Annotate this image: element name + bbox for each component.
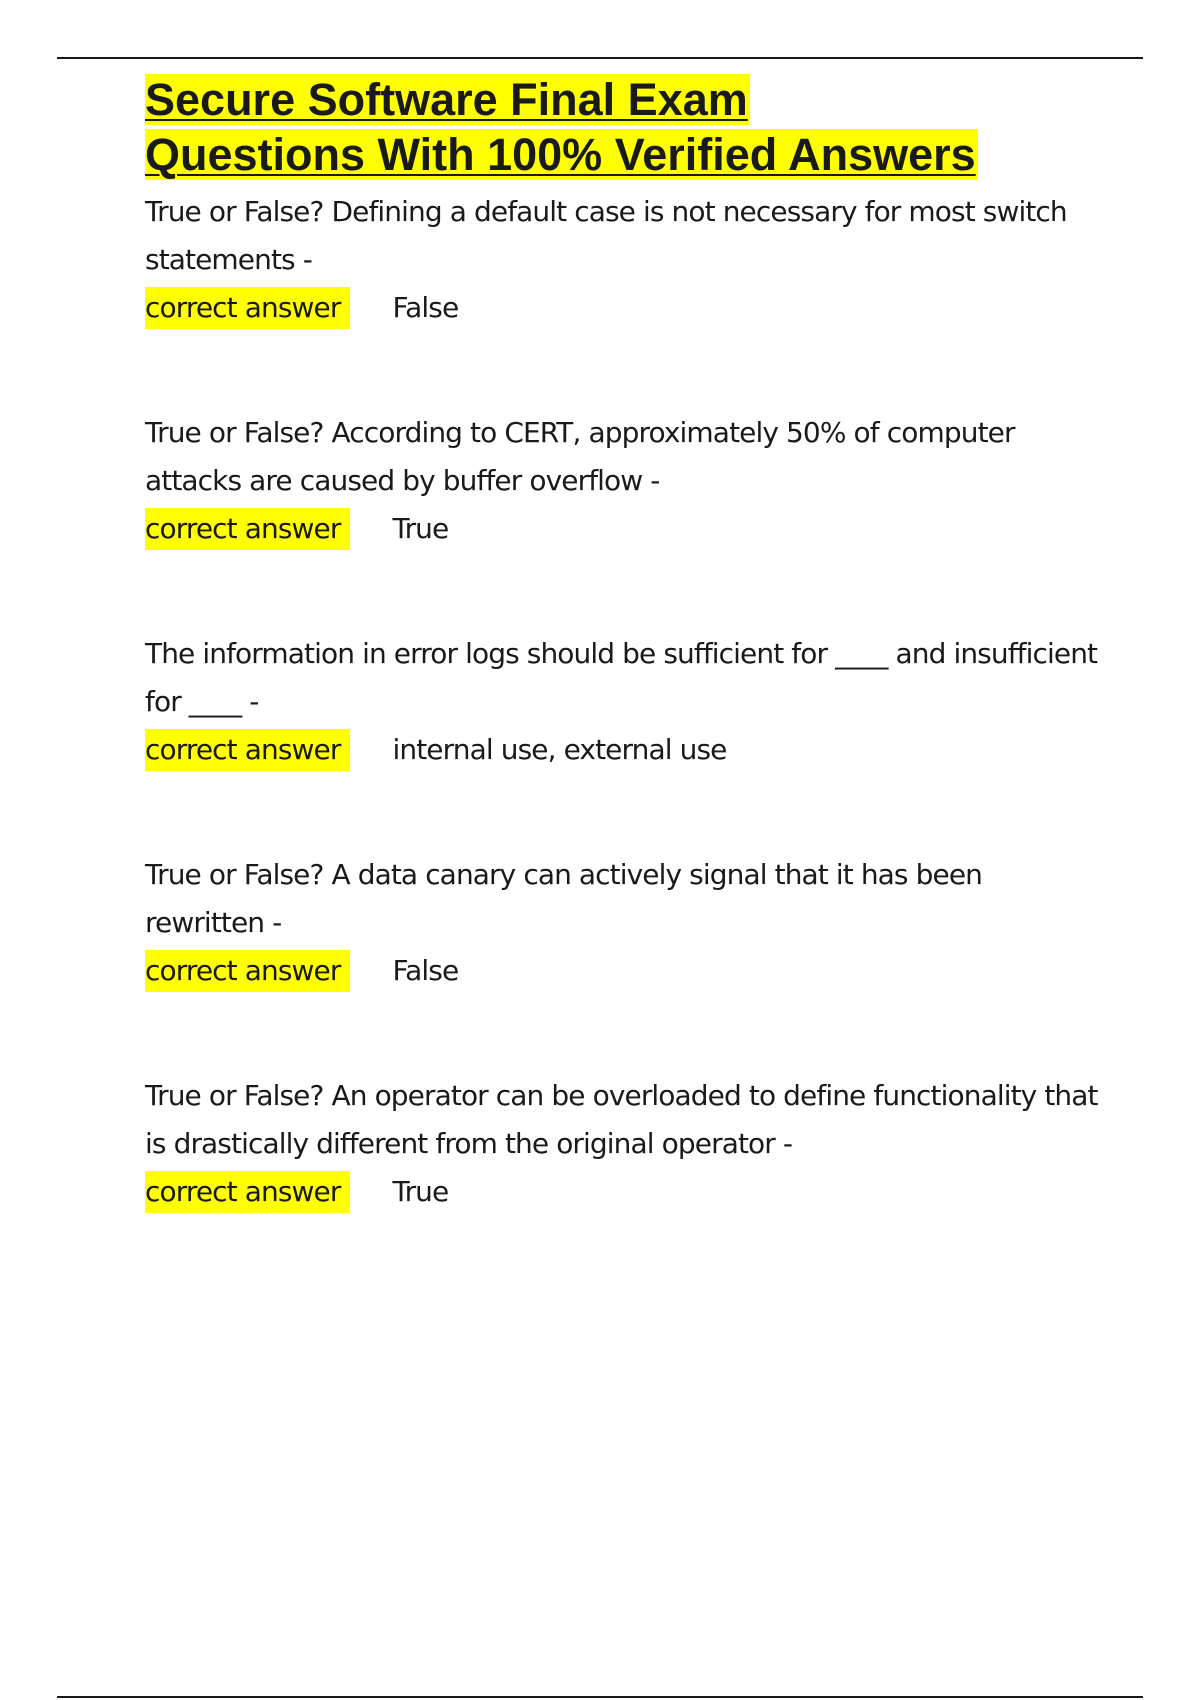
answer-label: correct answer <box>145 508 350 550</box>
question-text: True or False? A data canary can actively signal that it has been rewritten - <box>145 858 982 939</box>
answer-value: False <box>392 954 459 987</box>
answer-line <box>145 947 1105 995</box>
document-title <box>145 72 1105 182</box>
question-text: True or False? Defining a default case is not necessary for most switch statements - <box>145 195 1067 276</box>
title-line-2: Questions With 100% Verified Answers <box>145 129 976 180</box>
answer-value: True <box>392 1175 449 1208</box>
qa-item <box>145 851 1105 995</box>
answer-line <box>145 726 1105 774</box>
qa-item <box>145 409 1105 553</box>
answer-value: True <box>392 512 449 545</box>
title-line-1: Secure Software Final Exam <box>145 74 748 125</box>
answer-label: correct answer <box>145 729 350 771</box>
answer-value: False <box>392 291 459 324</box>
answer-label: correct answer <box>145 1171 350 1213</box>
answer-line <box>145 505 1105 553</box>
question-text: The information in error logs should be sufficient for ____ and insufficient for ____ - <box>145 637 1098 718</box>
question-text: True or False? An operator can be overloaded to define functionality that is drastically different from the original operator - <box>145 1079 1098 1160</box>
top-rule <box>57 57 1143 59</box>
bottom-rule <box>57 1696 1143 1698</box>
document-body <box>145 72 1105 1216</box>
qa-item <box>145 630 1105 774</box>
question-text: True or False? According to CERT, approximately 50% of computer attacks are caused by buffer overflow - <box>145 416 1015 497</box>
answer-label: correct answer <box>145 287 350 329</box>
answer-value: internal use, external use <box>392 733 727 766</box>
answer-line <box>145 1168 1105 1216</box>
qa-item <box>145 188 1105 332</box>
answer-label: correct answer <box>145 950 350 992</box>
answer-line <box>145 284 1105 332</box>
qa-item <box>145 1072 1105 1216</box>
